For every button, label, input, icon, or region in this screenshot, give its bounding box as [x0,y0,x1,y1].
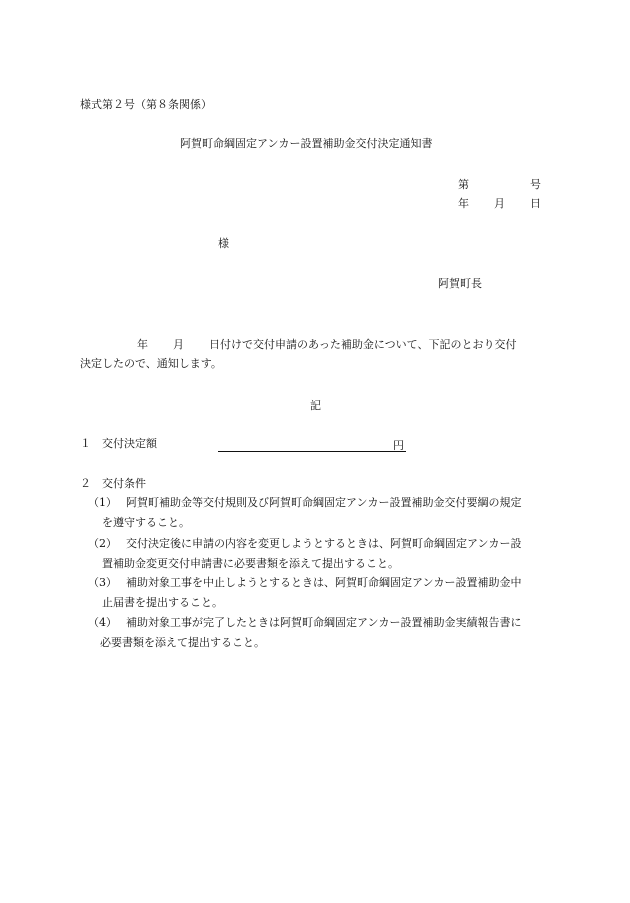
number-prefix: 第 [458,178,469,191]
body-line-1 [137,338,516,352]
condition-line-1: 補助対象工事を中止しようとするときは、阿賀町命綱固定アンカー設置補助金中 [126,576,522,589]
yen-unit: 円 [393,439,404,452]
sender-name: 阿賀町長 [438,277,482,290]
condition-line-1: 阿賀町補助金等交付規則及び阿賀町命綱固定アンカー設置補助金交付要綱の規定 [126,496,522,509]
condition-item [80,613,560,653]
condition-line-1: 補助対象工事が完了したときは阿賀町命綱固定アンカー設置補助金実績報告書に [126,616,522,629]
body-month: 月 [173,338,184,351]
condition-line-2: 必要書類を添えて提出すること。 [100,636,265,649]
form-label: 様式第２号（第８条関係） [80,98,212,111]
condition-number: （2） [88,537,117,550]
date-year: 年 [458,197,469,210]
body-line-1-text: 日付けで交付申請のあった補助金について、下記のとおり交付 [209,338,517,351]
body-year: 年 [137,338,148,351]
addressee-suffix: 様 [218,237,229,250]
condition-line-2: を遵守すること。 [102,516,190,529]
condition-item [80,573,560,613]
ki-heading: 記 [310,399,321,412]
grant-amount-field [218,437,406,452]
condition-number: （4） [88,616,117,629]
condition-item [80,493,560,533]
condition-line-1: 交付決定後に申請の内容を変更しようとするときは、阿賀町命綱固定アンカー設 [126,537,522,550]
condition-item [80,534,560,574]
document-title: 阿賀町命綱固定アンカー設置補助金交付決定通知書 [180,137,433,150]
section-1-label: １ 交付決定額 [80,437,157,450]
condition-number: （1） [88,496,117,509]
body-line-2: 決定したので、通知します。 [80,357,222,370]
date-day: 日 [530,197,541,210]
number-suffix: 号 [530,178,541,191]
section-2-label: ２ 交付条件 [80,477,146,490]
date-month: 月 [494,197,505,210]
condition-number: （3） [88,576,117,589]
condition-line-2: 止届書を提出すること。 [102,596,223,609]
condition-line-2: 置補助金変更交付申請書に必要書類を添えて提出すること。 [102,557,399,570]
